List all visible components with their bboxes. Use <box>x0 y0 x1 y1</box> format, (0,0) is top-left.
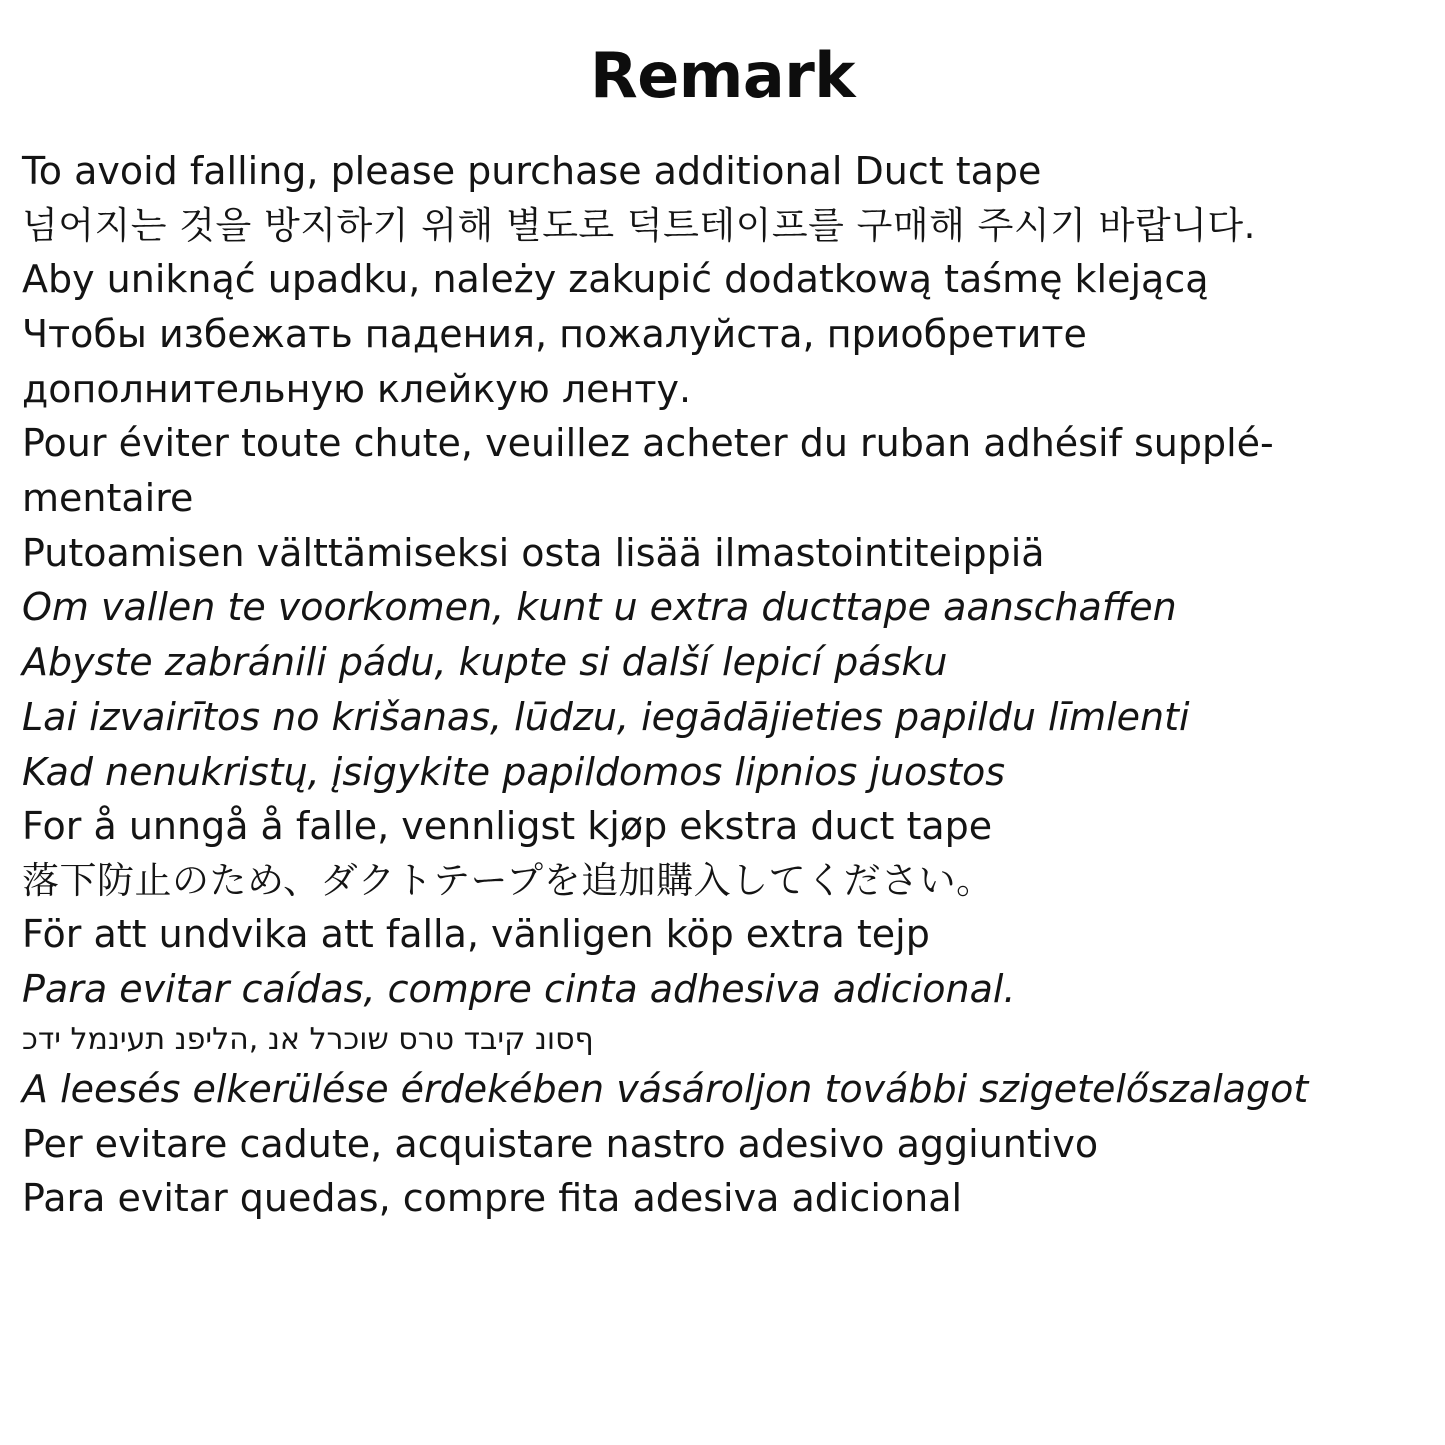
translation-list <box>22 144 1423 1226</box>
line-ko: 넘어지는 것을 방지하기 위해 별도로 덕트테이프를 구매해 주시기 바랍니다. <box>22 203 1256 247</box>
line-no: For å unngå å falle, vennligst kjøp ekstra duct tape <box>22 804 993 849</box>
line-lv: Lai izvairītos no krišanas, lūdzu, iegādājieties papildu līmlenti <box>22 694 1190 739</box>
line-en: To avoid falling, please purchase additional Duct tape <box>22 149 1042 194</box>
line-lt: Kad nenukristų, įsigykite papildomos lipnios juostos <box>22 749 1006 794</box>
page-title: Remark <box>589 39 856 112</box>
line-hu: A leesés elkerülése érdekében vásároljon további szigetelőszalagot <box>22 1066 1309 1111</box>
line-fi: Putoamisen välttämiseksi osta lisää ilmastointiteippiä <box>22 530 1045 575</box>
line-fr: Pour éviter toute chute, veuillez acheter du ruban adhésif supplé-mentaire <box>22 421 1274 521</box>
line-es: Para evitar caídas, compre cinta adhesiva adicional. <box>22 967 1016 1012</box>
line-he: ףסונ קיבד טרס שוכרל אנ ,הליפנ תעינמל ידכ <box>22 1021 594 1057</box>
line-nl: Om vallen te voorkomen, kunt u extra ducttape aanschaffen <box>22 585 1177 630</box>
line-cs: Abyste zabránili pádu, kupte si další lepicí pásku <box>22 640 948 685</box>
line-sv: För att undvika att falla, vänligen köp extra tejp <box>22 912 930 957</box>
line-pl: Aby uniknąć upadku, należy zakupić dodatkową taśmę klejącą <box>22 257 1209 302</box>
line-ru: Чтобы избежать падения, пожалуйста, приобретите дополнительную клейкую ленту. <box>22 311 1087 411</box>
line-it: Per evitare cadute, acquistare nastro adesivo aggiuntivo <box>22 1121 1099 1166</box>
line-ja: 落下防止のため、ダクトテープを追加購入してください。 <box>22 859 994 903</box>
line-pt: Para evitar quedas, compre fita adesiva adicional <box>22 1176 963 1221</box>
